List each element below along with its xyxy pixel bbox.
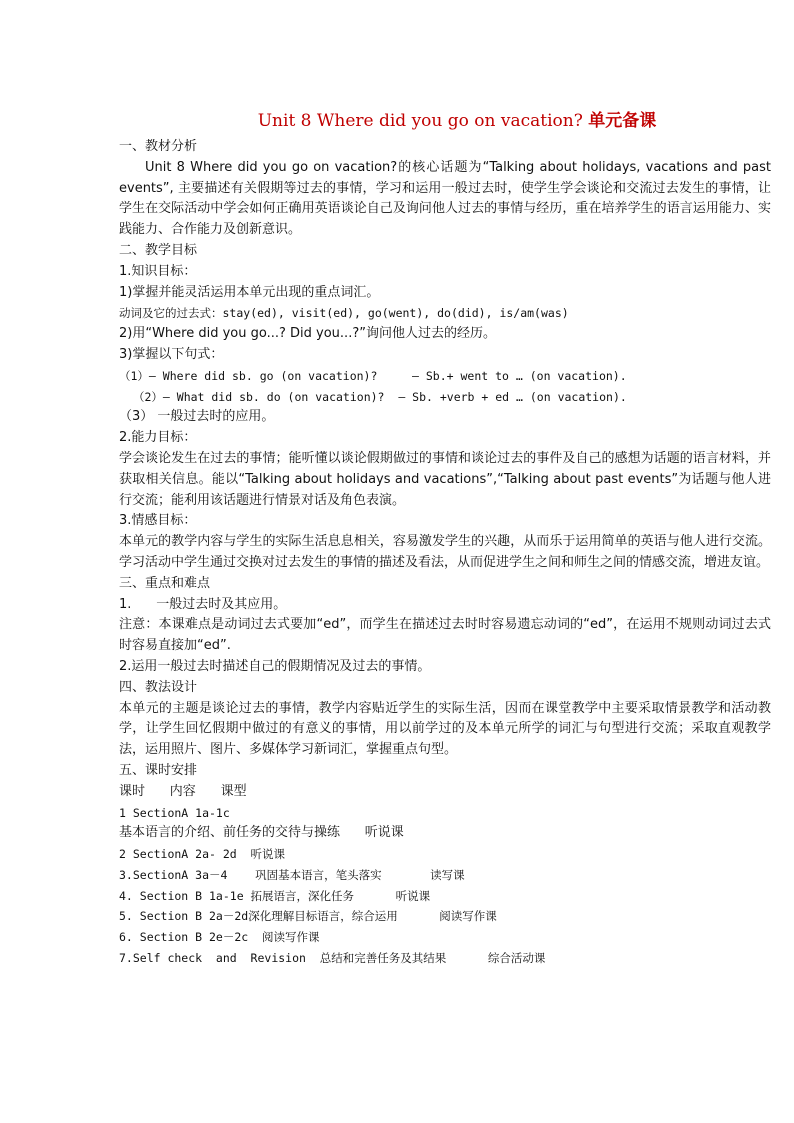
ability-objective-title: 2.能力目标： xyxy=(119,430,197,446)
emotion-objective-title: 3.情感目标： xyxy=(119,513,197,529)
schedule-row-2: 2 SectionA 2a- 2d 听说课 xyxy=(119,847,286,862)
knowledge-objective-title: 1.知识目标： xyxy=(119,263,197,279)
ability-objective-paragraph: 学会谈论发生在过去的事情；能听懂以谈论假期做过的事情和谈论过去的事件及自己的感想为话题的语言材料，并获取相关信息。能以“Talking about holidays and vacations”,“Talking about past events”为话题与他人进行交流；能利用该话题进行情景对话及角色表演。 xyxy=(119,450,771,508)
knowledge-item-3: 3)掌握以下句式： xyxy=(119,346,224,362)
section-heading-key-points: 三、重点和难点 xyxy=(119,575,211,591)
section-heading-analysis: 一、教材分析 xyxy=(119,139,198,154)
schedule-row-1b: 基本语言的介绍、前任务的交待与操练 听说课 xyxy=(119,825,404,841)
title-chinese: 单元备课 xyxy=(588,111,657,131)
schedule-row-3: 3.SectionA 3a－4 巩固基本语言，笔头落实 读写课 xyxy=(119,867,465,882)
knowledge-item-verbs: 动词及它的过去式：stay(ed), visit(ed), go(went), do(did), is/am(was) xyxy=(119,306,569,321)
key-point-2: 2.运用一般过去时描述自己的假期情况及过去的事情。 xyxy=(119,658,431,674)
schedule-row-7: 7.Self check and Revision 总结和完善任务及其结果 综合活动课 xyxy=(119,951,546,966)
knowledge-item-2: 2)用“Where did you go...? Did you...?”询问他人过去的经历。 xyxy=(119,326,496,342)
section-heading-objectives: 二、教学目标 xyxy=(119,242,198,258)
methods-paragraph: 本单元的主题是谈论过去的事情，教学内容贴近学生的实际生活，因而在课堂教学中主要采取情景教学和活动教学，让学生回忆假期中做过的有意义的事情，用以前学过的及本单元所学的词汇与句型进行交流；采取直观教学法，运用照片、图片、多媒体学习新词汇，掌握重点句型。 xyxy=(119,700,771,758)
schedule-header: 课时 内容 课型 xyxy=(119,783,247,799)
document-body xyxy=(119,137,771,969)
section-heading-schedule: 五、课时安排 xyxy=(119,762,198,778)
section-heading-methods: 四、教法设计 xyxy=(119,679,198,695)
sentence-pattern-3: （3） 一般过去时的应用。 xyxy=(119,409,275,425)
schedule-row-4: 4. Section B 1a-1e 拓展语言，深化任务 听说课 xyxy=(119,888,431,903)
key-point-1: 1. 一般过去时及其应用。 xyxy=(119,596,287,612)
schedule-row-6: 6. Section B 2e－2c 阅读写作课 xyxy=(119,930,320,945)
title-english: Unit 8 Where did you go on vacation? xyxy=(257,111,589,131)
knowledge-item-1: 1)掌握并能灵活运用本单元出现的重点词汇。 xyxy=(119,284,380,300)
page-title xyxy=(0,106,794,131)
schedule-row-1a: 1 SectionA 1a-1c xyxy=(119,805,230,820)
sentence-pattern-2: （2）— What did sb. do (on vacation)? — Sb. +verb + ed … (on vacation). xyxy=(133,389,627,404)
sentence-pattern-1: （1）— Where did sb. go (on vacation)? — Sb.+ went to … (on vacation). xyxy=(119,368,627,383)
schedule-row-5: 5. Section B 2a－2d深化理解目标语言，综合运用 阅读写作课 xyxy=(119,909,497,924)
emotion-objective-paragraph: 本单元的教学内容与学生的实际生活息息相关，容易激发学生的兴趣，从而乐于运用简单的英语与他人进行交流。学习活动中学生通过交换对过去发生的事情的描述及看法，从而促进学生之间和师生之间的情感交流，增进友谊。 xyxy=(119,534,771,570)
analysis-paragraph: Unit 8 Where did you go on vacation?的核心话题为“Talking about holidays, vacations and past events”, 主要描述有关假期等过去的事情，学习和运用一般过去时，使学生学会谈论和交流过去发生的事情，让学生在交际活动中学会如何正确用英语谈论自己及询问他人过去的事情与经历，重在培养学生的语言运用能力、实践能力、合作能力及创新意识。 xyxy=(119,159,771,238)
key-point-note: 注意：本课难点是动词过去式要加“ed”，而学生在描述过去时时容易遗忘动词的“ed”，在运用不规则动词过去式时容易直接加“ed”. xyxy=(119,617,771,654)
